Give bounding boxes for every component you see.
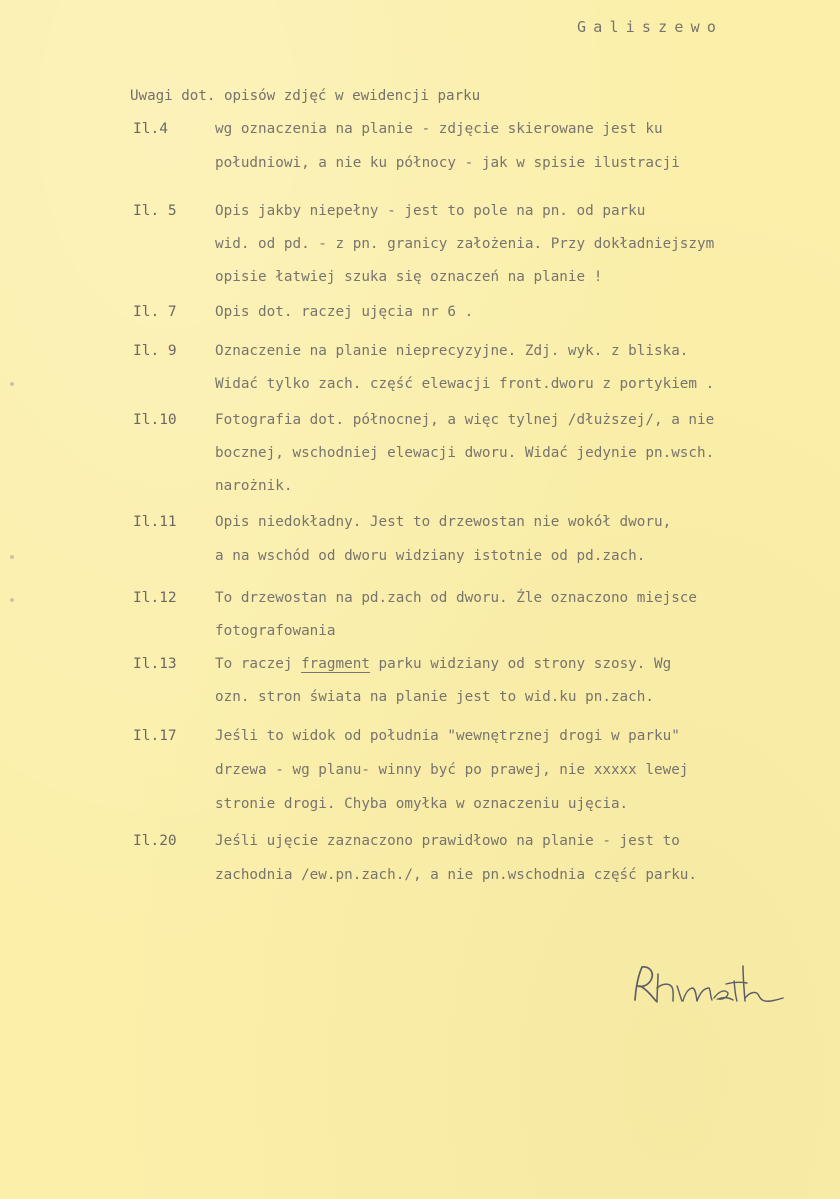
note-label: Il.13 (133, 656, 177, 672)
note-line: Fotografia dot. północnej, a więc tylnej /dłuższej/, a nie (215, 412, 715, 428)
note-line: Jeśli ujęcie zaznaczono prawidłowo na planie - jest to (215, 833, 680, 849)
note-line: a na wschód od dworu widziany istotnie od pd.zach. (215, 548, 646, 564)
note-line: wid. od pd. - z pn. granicy założenia. Przy dokładniejszym (215, 236, 715, 252)
note-line: Jeśli to widok od południa "wewnętrznej drogi w parku" (215, 728, 680, 744)
note-line-end: parku widziany od strony szosy. Wg (369, 656, 672, 672)
paper-mark (10, 598, 14, 602)
note-line-start: To raczej (215, 656, 302, 672)
note-line: Opis jakby niepełny - jest to pole na pn. od parku (215, 203, 646, 219)
note-line: południowi, a nie ku północy - jak w spisie ilustracji (215, 155, 680, 171)
note-line: Opis niedokładny. Jest to drzewostan nie wokół dworu, (215, 514, 672, 530)
paper-mark (10, 382, 14, 386)
note-label: Il.12 (133, 590, 177, 606)
note-label: Il.17 (133, 728, 177, 744)
note-line: narożnik. (215, 478, 293, 494)
note-label: Il.11 (133, 514, 177, 530)
note-line: To drzewostan na pd.zach od dworu. Źle oznaczono miejsce (215, 590, 698, 606)
note-line: fotografowania (215, 623, 336, 639)
note-line: Oznaczenie na planie nieprecyzyjne. Zdj. wyk. z bliska. (215, 343, 689, 359)
note-label: Il. 5 (133, 203, 177, 219)
note-line: Widać tylko zach. część elewacji front.dworu z portykiem . (215, 376, 715, 392)
note-line: opisie łatwiej szuka się oznaczeń na planie ! (215, 269, 603, 285)
paper-mark (10, 555, 14, 559)
note-label: Il. 7 (133, 304, 177, 320)
note-line: ozn. stron świata na planie jest to wid.ku pn.zach. (215, 689, 654, 705)
note-label: Il.10 (133, 412, 177, 428)
note-line: drzewa - wg planu- winny być po prawej, nie xxxxx lewej (215, 762, 689, 778)
note-label: Il. 9 (133, 343, 177, 359)
note-line: Opis dot. raczej ujęcia nr 6 . (215, 304, 474, 320)
place-title: Galiszewo (577, 18, 724, 36)
note-line: stronie drogi. Chyba omyłka w oznaczeniu ujęcia. (215, 796, 629, 812)
note-label: Il.20 (133, 833, 177, 849)
note-line: wg oznaczenia na planie - zdjęcie skierowane jest ku (215, 121, 663, 137)
note-line-with-underline (215, 656, 671, 672)
note-line: bocznej, wschodniej elewacji dworu. Widać jedynie pn.wsch. (215, 445, 715, 461)
underlined-word: fragment (301, 656, 370, 672)
document-heading: Uwagi dot. opisów zdjęć w ewidencji parku (130, 88, 481, 104)
handwritten-signature (627, 958, 787, 1008)
note-label: Il.4 (133, 121, 168, 137)
note-line: zachodnia /ew.pn.zach./, a nie pn.wschodnia część parku. (215, 867, 698, 883)
